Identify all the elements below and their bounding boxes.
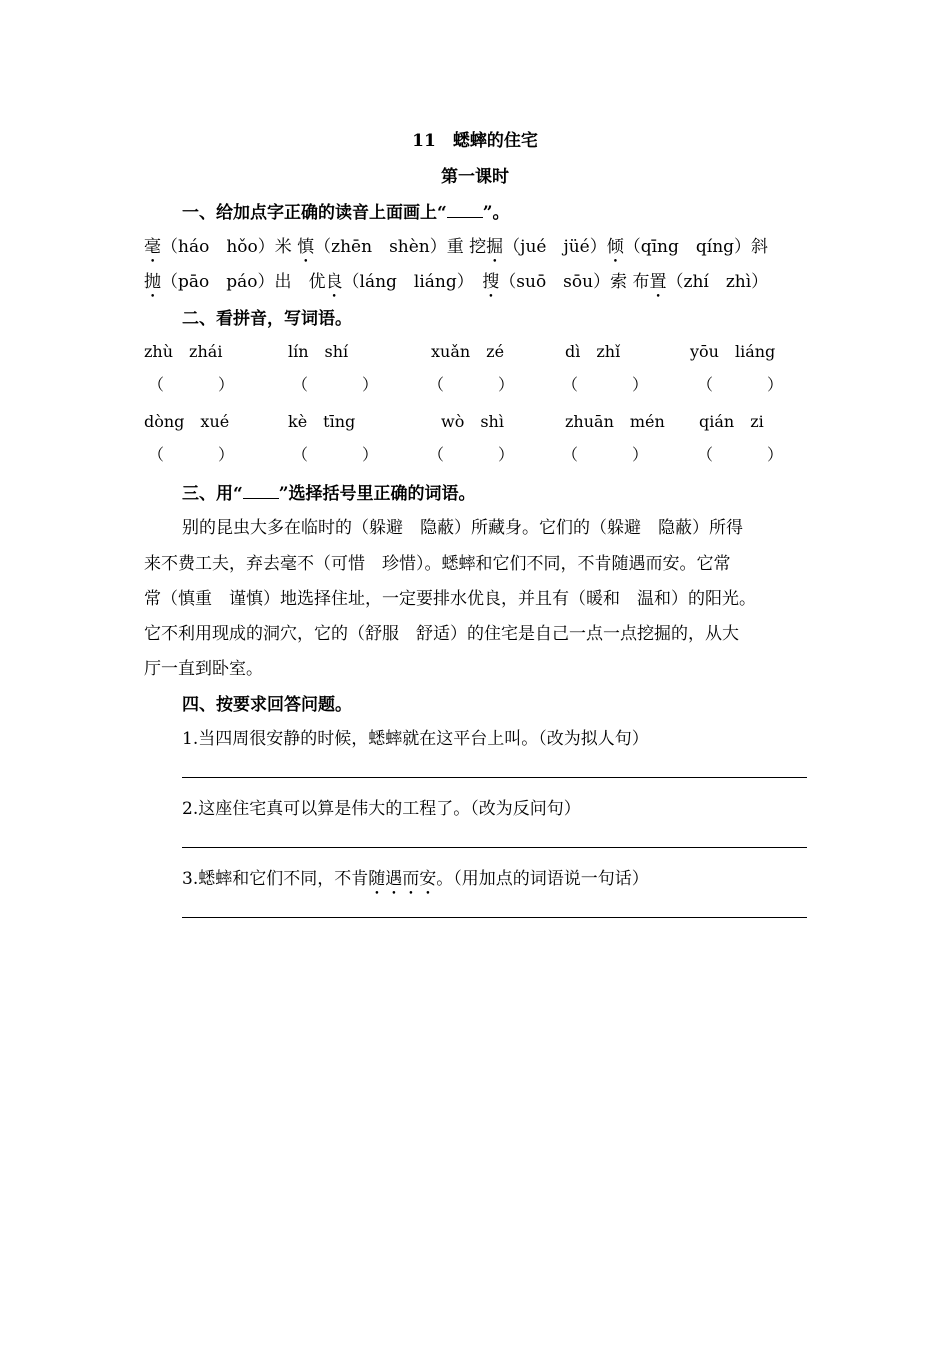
lesson-subtitle: 第一课时 [441,167,509,187]
bracket-open: （ [697,375,714,394]
question-3-text: 3.蟋蟀和它们不同，不肯 [182,869,369,889]
answer-brackets[interactable] [148,442,244,465]
bracket-open: （ [292,375,309,394]
underline-blank [447,203,483,218]
bracket-close: ） [767,375,784,394]
bracket-close: ） [362,445,379,464]
pinyin-prompt: wò shì [441,412,504,431]
dotted-character: 倾 [606,237,624,257]
section2-heading: 二、看拼音，写词语。 [182,309,352,329]
pronunciation-line-2 [144,267,807,302]
answer-line-3[interactable] [182,917,807,918]
pronunciation-line-1 [144,232,807,267]
question-2: 2.这座住宅真可以算是伟大的工程了。（改为反问句） [182,799,581,819]
bracket-open: （ [148,375,165,394]
passage-line-1: 别的昆虫大多在临时的（躲避 隐蔽）所藏身。它们的（躲避 隐蔽）所得 [182,518,743,538]
underline-blank [243,484,279,499]
pinyin-prompt: xuǎn zé [431,342,505,361]
pinyin-prompt: zhù zhái [144,342,223,361]
answer-brackets[interactable] [292,372,388,395]
bracket-close: ） [767,445,784,464]
bracket-open: （ [292,445,309,464]
answer-brackets[interactable] [697,442,793,465]
bracket-open: （ [562,375,579,394]
passage-line-4: 它不利用现成的洞穴，它的（舒服 舒适）的住宅是自己一点一点挖掘的，从大 [144,624,739,644]
pinyin-choice-text: （jué jüé） [503,237,607,257]
passage-line-5: 厅一直到卧室。 [144,659,263,679]
pinyin-prompt: kè tīng [288,412,356,431]
bracket-close: ） [632,375,649,394]
lesson-title: 11 蟋蟀的住宅 [412,131,538,151]
dotted-character: 置 [649,272,667,292]
section1-heading-text: 一、给加点字正确的读音上面画上“ [182,203,447,223]
dotted-character: 掘 [486,237,504,257]
question-3 [182,864,649,899]
passage-line-2: 来不费工夫，弃去毫不（可惜 珍惜）。蟋蟀和它们不同，不肯随遇而安。它常 [144,554,731,574]
pinyin-prompt: lín shí [288,342,349,361]
answer-brackets[interactable] [562,442,658,465]
dotted-phrase: 随遇而安 [368,869,437,889]
pinyin-prompt: qián zi [699,412,764,431]
question-1: 1.当四周很安静的时候，蟋蟀就在这平台上叫。（改为拟人句） [182,729,649,749]
pinyin-choice-text: （láng liáng） [342,272,483,292]
pinyin-prompt: yōu liáng [690,342,776,361]
pinyin-prompt: dì zhǐ [565,342,621,361]
section3-heading-text: 三、用“ [182,484,243,504]
section1-heading-end: ”。 [482,203,510,223]
bracket-close: ） [498,445,515,464]
answer-brackets[interactable] [148,372,244,395]
section4-heading: 四、按要求回答问题。 [182,695,352,715]
dotted-character: 搜 [482,272,500,292]
pinyin-choice-text: （háo hǒo）米 [161,237,298,257]
bracket-open: （ [428,375,445,394]
bracket-open: （ [428,445,445,464]
answer-brackets[interactable] [292,442,388,465]
dotted-character: 毫 [144,237,161,257]
dotted-character: 良 [325,272,343,292]
section1-heading [182,198,510,223]
question-3-instruction: 。（用加点的词语说一句话） [436,869,649,889]
bracket-open: （ [697,445,714,464]
pinyin-choice-text: （pāo páo）出 优 [161,272,326,292]
bracket-close: ） [632,445,649,464]
answer-brackets[interactable] [428,372,524,395]
dotted-character: 抛 [144,272,161,292]
answer-brackets[interactable] [697,372,793,395]
section3-heading [182,479,476,504]
passage-line-3: 常（慎重 谨慎）地选择住址，一定要排水优良，并且有（暖和 温和）的阳光。 [144,589,756,609]
bracket-close: ） [218,375,235,394]
answer-line-1[interactable] [182,777,807,778]
bracket-close: ） [218,445,235,464]
bracket-open: （ [148,445,165,464]
answer-brackets[interactable] [428,442,524,465]
pinyin-choice-text: （zhí zhì） [666,272,769,292]
bracket-open: （ [562,445,579,464]
pinyin-choice-text: （zhēn shèn）重 挖 [314,237,487,257]
dotted-character: 慎 [297,237,315,257]
pinyin-choice-text: （qīng qíng）斜 [623,237,769,257]
section3-heading-end: ”选择括号里正确的词语。 [278,484,476,504]
pinyin-prompt: zhuān mén [565,412,665,431]
bracket-close: ） [362,375,379,394]
answer-line-2[interactable] [182,847,807,848]
bracket-close: ） [498,375,515,394]
pinyin-choice-text: （suō sōu）索 布 [499,272,650,292]
answer-brackets[interactable] [562,372,658,395]
pinyin-prompt: dòng xué [144,412,230,431]
